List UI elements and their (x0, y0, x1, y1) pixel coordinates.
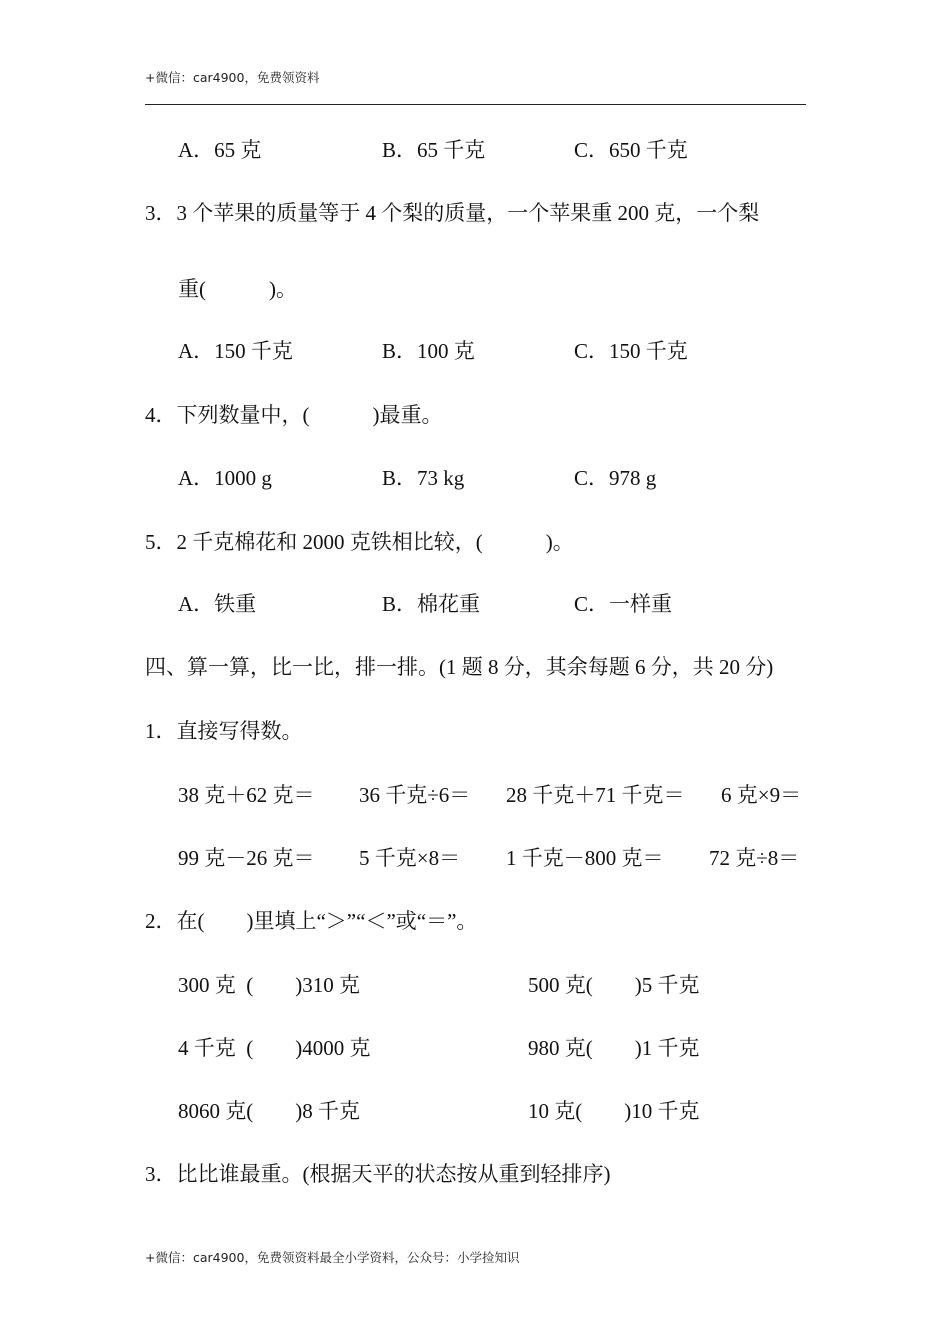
q3-stem-line1: 3．3 个苹果的质量等于 4 个梨的质量，一个苹果重 200 克，一个梨 (145, 201, 760, 225)
q4-stem: 4．下列数量中，( )最重。 (145, 403, 443, 427)
q2-option-a: A．65 克 (178, 138, 262, 162)
compare-item: 10 克( )10 千克 (528, 1099, 700, 1123)
calc-item: 36 千克÷6＝ (359, 783, 471, 807)
header-rule (145, 104, 806, 105)
q5-option-b: B．棉花重 (382, 592, 481, 616)
calc-item: 1 千克－800 克＝ (506, 846, 664, 870)
compare-item: 300 克 ( )310 克 (178, 973, 360, 997)
footer-note: +微信：car4900，免费领资料最全小学资料，公众号：小学捡知识 (145, 1250, 520, 1265)
q5-option-a: A．铁重 (178, 592, 257, 616)
s4-p3-stem: 3．比比谁最重。(根据天平的状态按从重到轻排序) (145, 1162, 611, 1186)
q5-option-c: C．一样重 (574, 592, 673, 616)
q4-option-a: A．1000 g (178, 466, 272, 490)
q3-option-a: A．150 千克 (178, 339, 293, 363)
compare-item: 4 千克 ( )4000 克 (178, 1036, 371, 1060)
calc-item: 72 克÷8＝ (709, 846, 800, 870)
calc-item: 28 千克＋71 千克＝ (506, 783, 685, 807)
q3-option-c: C．150 千克 (574, 339, 688, 363)
q4-option-b: B．73 kg (382, 466, 465, 490)
compare-item: 8060 克( )8 千克 (178, 1099, 360, 1123)
q5-stem: 5．2 千克棉花和 2000 克铁相比较，( )。 (145, 530, 574, 554)
header-note: +微信：car4900，免费领资料 (145, 70, 320, 85)
compare-item: 980 克( )1 千克 (528, 1036, 700, 1060)
q4-option-c: C．978 g (574, 466, 657, 490)
calc-item: 99 克－26 克＝ (178, 846, 315, 870)
s4-p2-stem: 2．在( )里填上“＞”“＜”或“＝”。 (145, 909, 478, 933)
calc-item: 38 克＋62 克＝ (178, 783, 315, 807)
q3-option-b: B．100 克 (382, 339, 475, 363)
compare-item: 500 克( )5 千克 (528, 973, 700, 997)
calc-item: 6 克×9＝ (721, 783, 802, 807)
q2-option-b: B．65 千克 (382, 138, 486, 162)
section4-title: 四、算一算，比一比，排一排。(1 题 8 分，其余每题 6 分，共 20 分) (145, 655, 774, 679)
q2-option-c: C．650 千克 (574, 138, 688, 162)
s4-p1-stem: 1．直接写得数。 (145, 719, 303, 743)
calc-item: 5 千克×8＝ (359, 846, 461, 870)
q3-stem-line2: 重( )。 (178, 277, 297, 301)
